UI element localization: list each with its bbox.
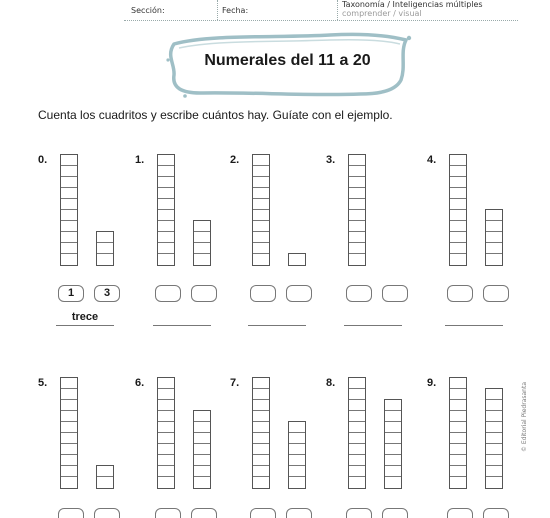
ones-square [385, 466, 401, 477]
ten-rod-square [450, 188, 466, 199]
ten-rod-square [61, 188, 77, 199]
ones-square [194, 232, 210, 243]
ones-square [194, 411, 210, 422]
ten-rod-square [349, 221, 365, 232]
ten-rod-square [450, 400, 466, 411]
ten-rod-square [253, 411, 269, 422]
ten-rod-square [253, 389, 269, 400]
ten-rod-square [61, 444, 77, 455]
ten-rod-square [253, 177, 269, 188]
ones-square [289, 466, 305, 477]
ten-rod-square [450, 477, 466, 488]
exercise-number: 1. [135, 154, 145, 166]
ten-rod-square [349, 455, 365, 466]
ones-square [97, 477, 113, 488]
ten-rod-square [158, 199, 174, 210]
exercise-item [135, 154, 225, 334]
ones-square [385, 433, 401, 444]
worksheet-title: Numerales del 11 a 20 [204, 52, 371, 69]
ten-rod-square [253, 232, 269, 243]
ten-rod-square [158, 400, 174, 411]
ten-rod-square [253, 378, 269, 389]
ten-rod-square [61, 243, 77, 254]
instruction-text: Cuenta los cuadritos y escribe cuántos hay. Guíate con el ejemplo. [38, 108, 393, 122]
ten-rod-square [158, 455, 174, 466]
ten-rod-square [253, 466, 269, 477]
ones-square [486, 444, 502, 455]
word-answer-line[interactable] [445, 325, 503, 326]
exercise-number: 8. [326, 377, 336, 389]
ten-rod-square [61, 166, 77, 177]
ten-rod [252, 377, 270, 489]
ones-square [486, 232, 502, 243]
ten-rod-square [450, 254, 466, 265]
section-label: Sección: [131, 6, 165, 15]
ten-rod-square [253, 210, 269, 221]
tens-answer-box[interactable] [447, 285, 473, 302]
ten-rod [157, 377, 175, 489]
ones-answer-box[interactable] [286, 285, 312, 302]
ten-rod-square [450, 199, 466, 210]
ones-square [486, 254, 502, 265]
tens-answer-box[interactable] [346, 285, 372, 302]
exercise-number: 9. [427, 377, 437, 389]
ones-square [194, 466, 210, 477]
ones-square [486, 389, 502, 400]
ones-square [289, 433, 305, 444]
ten-rod-square [450, 378, 466, 389]
ones-square [486, 466, 502, 477]
ones-answer-box[interactable] [382, 508, 408, 518]
ones-column [193, 410, 211, 489]
ones-answer-box[interactable] [191, 508, 217, 518]
ones-column [96, 231, 114, 266]
ones-square [194, 243, 210, 254]
ones-column [288, 421, 306, 489]
ten-rod-square [61, 254, 77, 265]
ten-rod-square [61, 177, 77, 188]
exercise-number: 3. [326, 154, 336, 166]
ones-square [385, 422, 401, 433]
ten-rod-square [253, 243, 269, 254]
ones-square [486, 422, 502, 433]
ones-column [384, 399, 402, 489]
ten-rod-square [158, 389, 174, 400]
ten-rod-square [158, 422, 174, 433]
ten-rod [60, 154, 78, 266]
ten-rod-square [61, 378, 77, 389]
ones-square [385, 477, 401, 488]
ten-rod-square [450, 177, 466, 188]
ten-rod-square [450, 243, 466, 254]
exercise-number: 7. [230, 377, 240, 389]
ten-rod-square [61, 422, 77, 433]
tens-answer-box[interactable] [58, 508, 84, 518]
ten-rod-square [253, 433, 269, 444]
exercise-number: 4. [427, 154, 437, 166]
ten-rod-square [158, 466, 174, 477]
ten-rod-square [253, 199, 269, 210]
ones-square [385, 444, 401, 455]
exercise-item [38, 377, 128, 518]
exercise-item [427, 154, 517, 334]
ten-rod-square [450, 210, 466, 221]
ones-answer-box[interactable] [191, 285, 217, 302]
publisher-credit: © Editorial Piedrasanta [521, 381, 528, 452]
ten-rod-square [450, 411, 466, 422]
ten-rod [449, 154, 467, 266]
ones-square [486, 455, 502, 466]
ten-rod-square [253, 221, 269, 232]
word-answer-line[interactable] [248, 325, 306, 326]
ones-column [485, 388, 503, 489]
ten-rod-square [349, 177, 365, 188]
exercise-number: 5. [38, 377, 48, 389]
ten-rod-square [450, 389, 466, 400]
ten-rod-square [349, 243, 365, 254]
ten-rod-square [61, 433, 77, 444]
exercise-item [230, 377, 320, 518]
ten-rod-square [253, 444, 269, 455]
ten-rod-square [253, 188, 269, 199]
ones-column [193, 220, 211, 266]
tens-answer-box[interactable] [250, 508, 276, 518]
ones-square [194, 422, 210, 433]
ten-rod-square [450, 221, 466, 232]
exercise-number: 6. [135, 377, 145, 389]
ones-square [289, 455, 305, 466]
word-answer-line[interactable] [344, 325, 402, 326]
ten-rod-square [61, 232, 77, 243]
ten-rod-square [158, 210, 174, 221]
exercise-number: 2. [230, 154, 240, 166]
ten-rod-square [158, 232, 174, 243]
ten-rod-square [158, 221, 174, 232]
ten-rod-square [450, 444, 466, 455]
ten-rod-square [158, 433, 174, 444]
ones-square [486, 210, 502, 221]
ones-answer-box[interactable] [483, 508, 509, 518]
ones-square [289, 254, 305, 265]
ones-square [289, 477, 305, 488]
ten-rod-square [349, 210, 365, 221]
ten-rod-square [349, 466, 365, 477]
exercise-item [230, 154, 320, 334]
tens-answer-box[interactable] [250, 285, 276, 302]
exercise-item [326, 377, 416, 518]
ones-square [194, 433, 210, 444]
ten-rod [252, 154, 270, 266]
ones-column [96, 465, 114, 489]
taxonomy-label: Taxonomía / Inteligencias múltiples [342, 0, 483, 9]
ten-rod-square [450, 166, 466, 177]
ten-rod-square [349, 433, 365, 444]
exercise-item [326, 154, 416, 334]
ten-rod-square [158, 155, 174, 166]
ten-rod-square [450, 155, 466, 166]
ten-rod-square [158, 177, 174, 188]
ten-rod-square [61, 477, 77, 488]
ten-rod-square [253, 422, 269, 433]
ten-rod-square [349, 422, 365, 433]
ten-rod-square [349, 411, 365, 422]
ten-rod [157, 154, 175, 266]
ones-square [97, 466, 113, 477]
ten-rod-square [61, 400, 77, 411]
ten-rod-square [158, 166, 174, 177]
ten-rod-square [450, 455, 466, 466]
ten-rod-square [253, 400, 269, 411]
ones-square [194, 444, 210, 455]
exercise-item [427, 377, 517, 518]
ten-rod-square [158, 444, 174, 455]
ones-square [194, 477, 210, 488]
ten-rod-square [61, 455, 77, 466]
ten-rod-square [158, 254, 174, 265]
header-divider [217, 0, 218, 20]
ones-answer-box[interactable] [94, 508, 120, 518]
ones-square [194, 254, 210, 265]
ten-rod-square [61, 389, 77, 400]
ten-rod-square [349, 400, 365, 411]
header-rule [124, 20, 518, 21]
ten-rod-square [349, 232, 365, 243]
ones-column [485, 209, 503, 266]
ones-square [486, 477, 502, 488]
taxonomy-value: comprender / visual [342, 9, 422, 18]
ten-rod-square [450, 422, 466, 433]
ones-square [486, 400, 502, 411]
ones-square [486, 433, 502, 444]
ones-square [97, 243, 113, 254]
ones-answer-box[interactable]: 3 [94, 285, 120, 302]
ten-rod [348, 154, 366, 266]
number-word: trece [71, 311, 99, 323]
ten-rod-square [450, 433, 466, 444]
ten-rod-square [253, 166, 269, 177]
ten-rod-square [349, 378, 365, 389]
ones-square [97, 254, 113, 265]
ten-rod-square [253, 477, 269, 488]
worksheet-header [0, 0, 550, 24]
word-answer-line[interactable] [153, 325, 211, 326]
ones-square [289, 444, 305, 455]
ten-rod-square [253, 455, 269, 466]
ten-rod-square [61, 155, 77, 166]
ones-square [289, 422, 305, 433]
ten-rod-square [349, 188, 365, 199]
ten-rod-square [450, 466, 466, 477]
tens-answer-box[interactable] [346, 508, 372, 518]
ones-answer-box[interactable] [382, 285, 408, 302]
exercise-item [38, 154, 128, 334]
ones-answer-box[interactable] [286, 508, 312, 518]
ten-rod-square [349, 477, 365, 488]
ten-rod-square [61, 466, 77, 477]
ten-rod-square [61, 210, 77, 221]
ten-rod-square [349, 254, 365, 265]
ten-rod-square [253, 155, 269, 166]
ten-rod-square [450, 232, 466, 243]
ten-rod-square [158, 188, 174, 199]
ones-square [385, 455, 401, 466]
ones-square [194, 221, 210, 232]
ten-rod [449, 377, 467, 489]
tens-answer-box[interactable]: 1 [58, 285, 84, 302]
ten-rod-square [253, 254, 269, 265]
header-divider [337, 0, 338, 20]
ones-square [97, 232, 113, 243]
ones-answer-box[interactable] [483, 285, 509, 302]
ten-rod-square [158, 411, 174, 422]
date-label: Fecha: [222, 6, 249, 15]
ten-rod-square [349, 166, 365, 177]
word-answer-line[interactable] [56, 325, 114, 326]
ones-square [486, 221, 502, 232]
ten-rod-square [61, 411, 77, 422]
exercise-number: 0. [38, 154, 48, 166]
ones-square [194, 455, 210, 466]
exercise-item [135, 377, 225, 518]
ones-square [385, 411, 401, 422]
ten-rod-square [349, 389, 365, 400]
ones-column [288, 253, 306, 266]
ten-rod-square [61, 221, 77, 232]
ten-rod-square [158, 477, 174, 488]
ten-rod-square [349, 444, 365, 455]
tens-answer-box[interactable] [155, 508, 181, 518]
ten-rod-square [61, 199, 77, 210]
ones-square [486, 243, 502, 254]
ten-rod [60, 377, 78, 489]
ten-rod [348, 377, 366, 489]
ten-rod-square [158, 243, 174, 254]
ten-rod-square [158, 378, 174, 389]
ones-square [486, 411, 502, 422]
ten-rod-square [349, 199, 365, 210]
ten-rod-square [349, 155, 365, 166]
ones-square [385, 400, 401, 411]
tens-answer-box[interactable] [447, 508, 473, 518]
tens-answer-box[interactable] [155, 285, 181, 302]
